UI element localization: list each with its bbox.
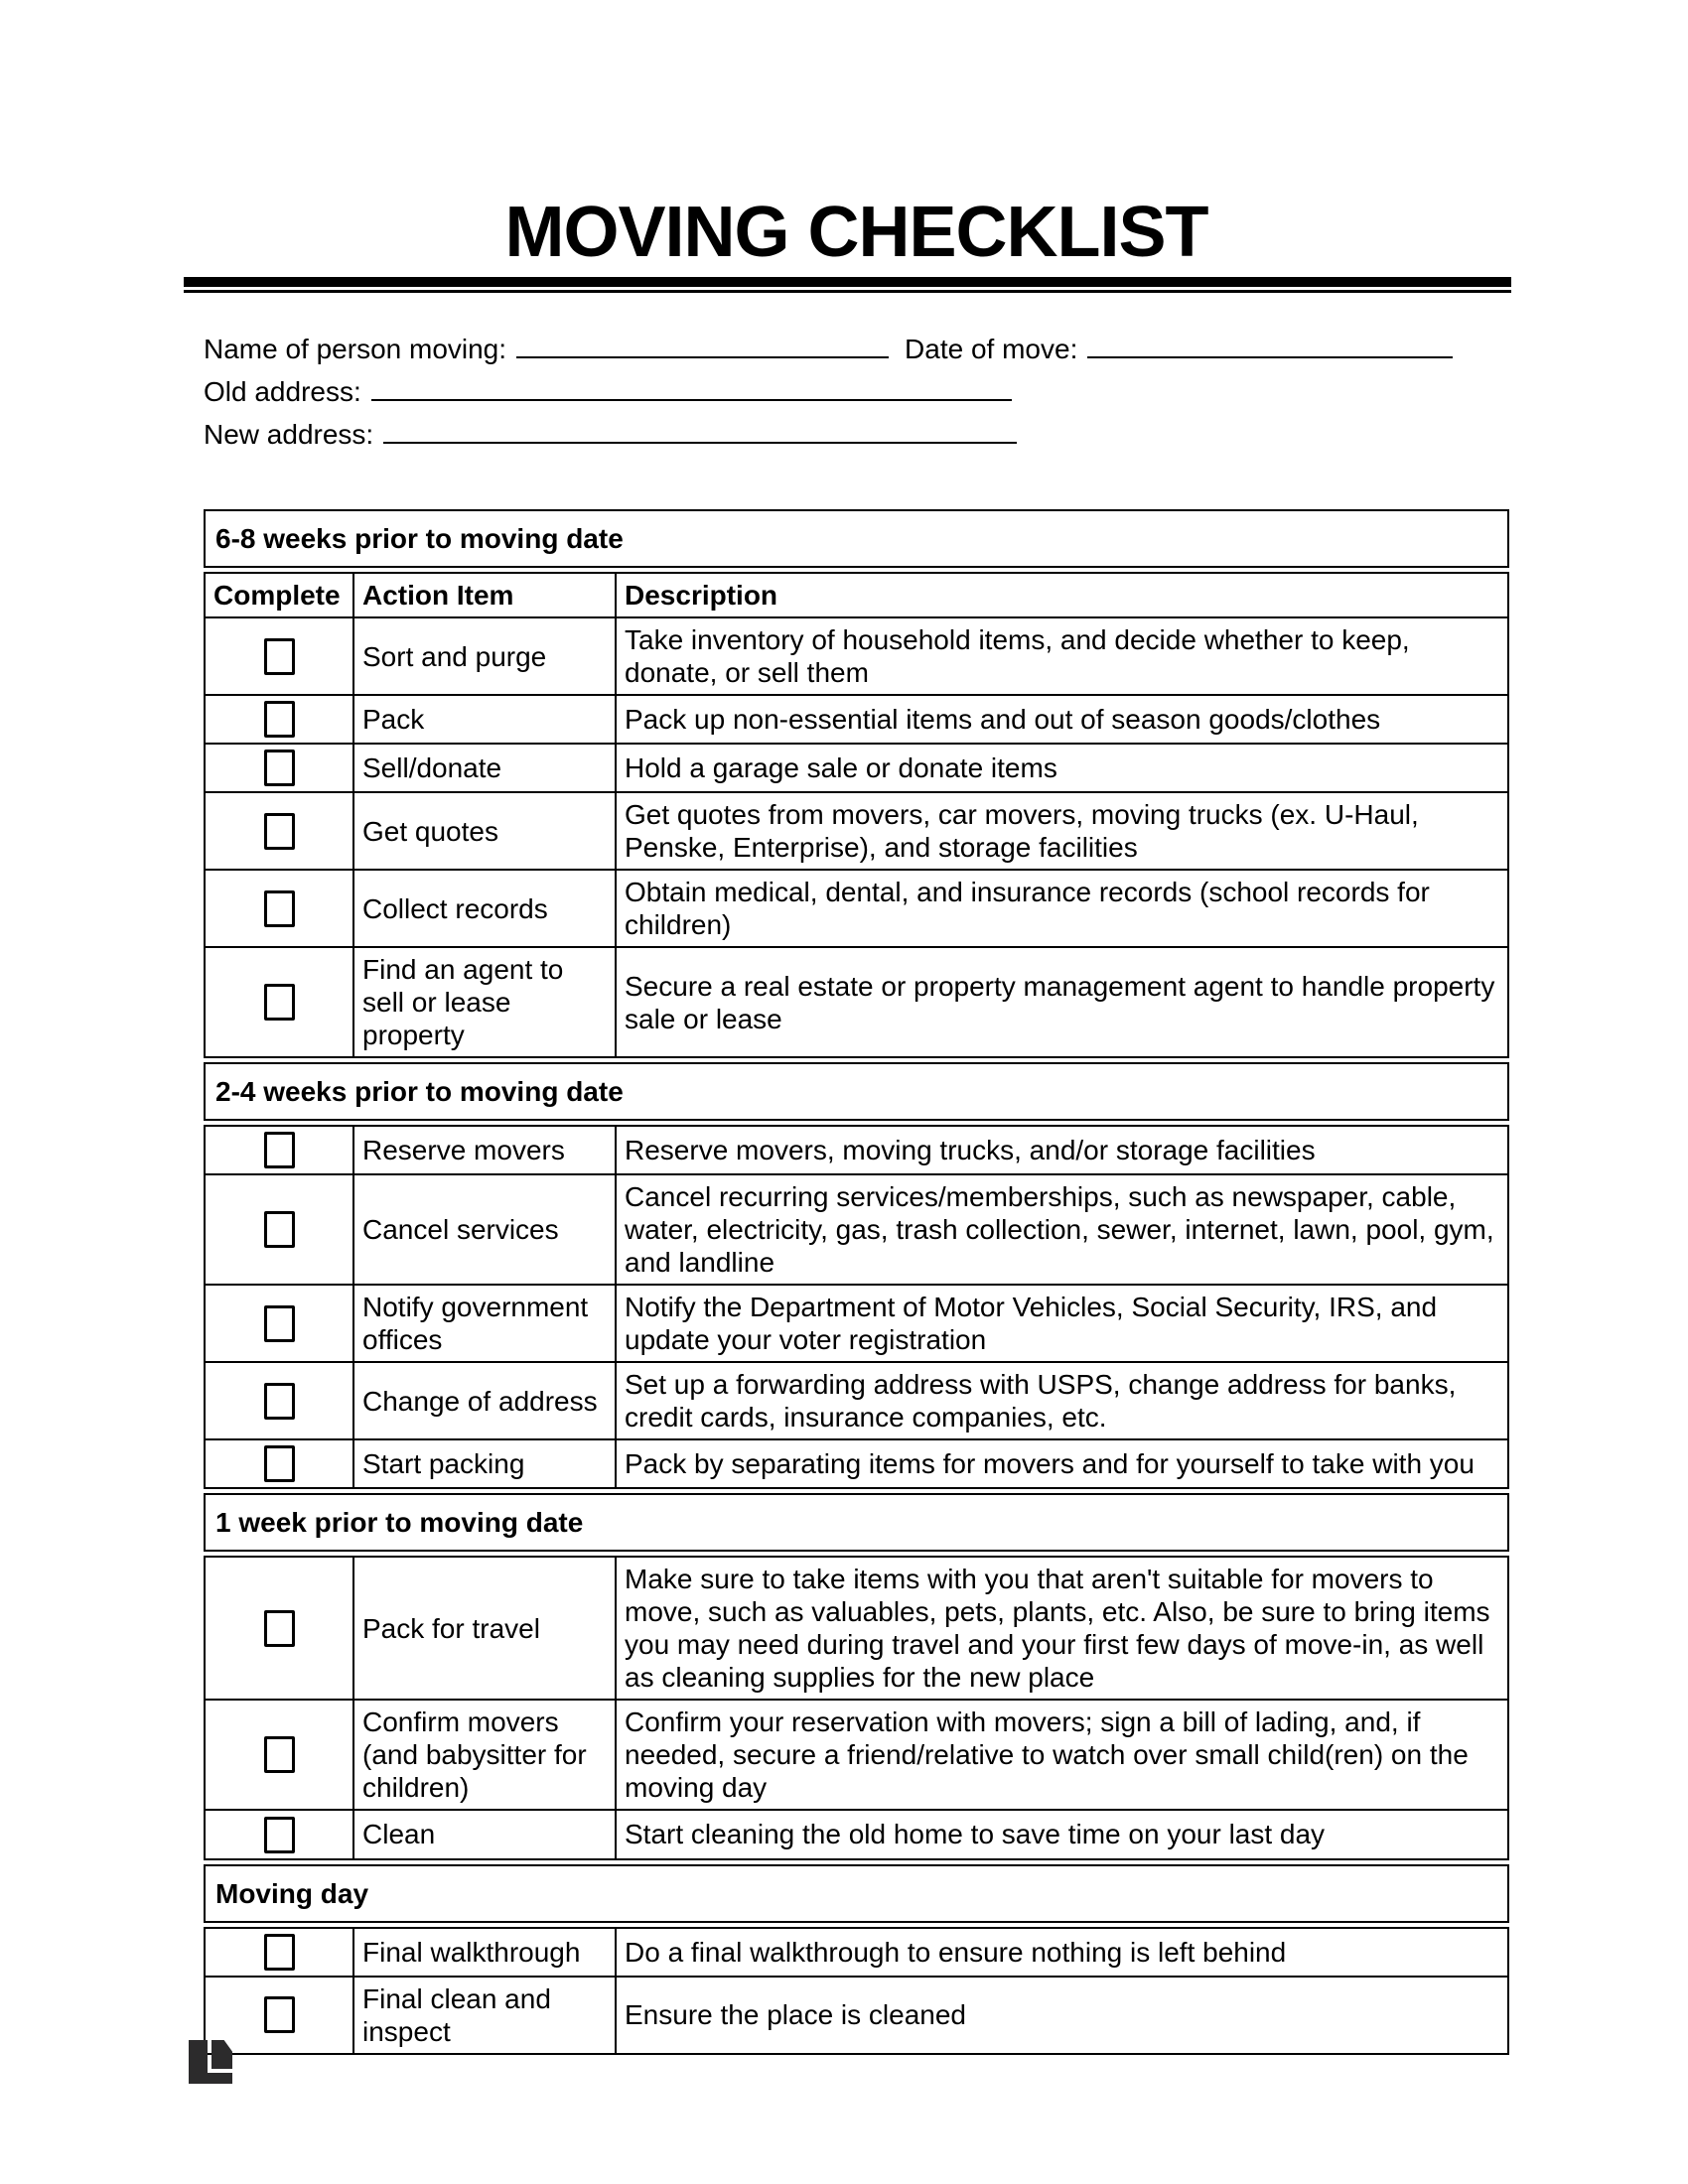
complete-cell [205,744,353,792]
action-item-cell: Get quotes [353,792,616,870]
complete-cell [205,617,353,695]
complete-cell [205,1700,353,1810]
complete-checkbox[interactable] [264,1383,295,1420]
date-of-move-field[interactable] [1087,331,1453,358]
description-cell: Cancel recurring services/memberships, such as newspaper, cable, water, electricity, gas, trash collection, sewer, internet, lawn, pool, gym, and landline [616,1174,1508,1285]
description-cell: Start cleaning the old home to save time on your last day [616,1810,1508,1858]
logo-bottom-bar [189,2073,232,2084]
complete-checkbox[interactable] [264,1211,295,1248]
old-address-line [204,373,1509,409]
complete-cell [205,792,353,870]
name-of-person-moving-field[interactable] [516,331,889,358]
date-of-move-label: Date of move: [905,334,1078,364]
complete-cell [205,1362,353,1439]
complete-checkbox[interactable] [264,1610,295,1647]
old-address-field[interactable] [371,373,1012,401]
action-item-cell: Final walkthrough [353,1928,616,1977]
complete-checkbox[interactable] [264,1132,295,1168]
description-cell: Pack up non-essential items and out of season goods/clothes [616,695,1508,744]
description-cell: Ensure the place is cleaned [616,1977,1508,2054]
action-item-cell: Sell/donate [353,744,616,792]
checklist-row [205,695,1508,744]
description-cell: Make sure to take items with you that aren't suitable for movers to move, such as valuables, pets, plants, etc. Also, be sure to bring items you may need during travel and your first few days of move-in, as well as cleaning supplies for the new place [616,1557,1508,1700]
checklist-table [204,1556,1509,1859]
action-item-cell: Reserve movers [353,1126,616,1174]
complete-checkbox[interactable] [264,984,295,1021]
new-address-line [204,416,1509,452]
action-item-cell: Pack [353,695,616,744]
description-cell: Do a final walkthrough to ensure nothing is left behind [616,1928,1508,1977]
new-address-label: New address: [204,419,374,450]
checklist-row [205,792,1508,870]
description-cell: Obtain medical, dental, and insurance records (school records for children) [616,870,1508,947]
column-header-row [205,573,1508,617]
section-header: 6-8 weeks prior to moving date [204,509,1509,568]
action-item-cell: Clean [353,1810,616,1858]
complete-cell [205,1928,353,1977]
description-cell: Hold a garage sale or donate items [616,744,1508,792]
checklist-row [205,1700,1508,1810]
checklist-table [204,1125,1509,1489]
action-item-cell: Final clean and inspect [353,1977,616,2054]
complete-cell [205,1557,353,1700]
description-cell: Reserve movers, moving trucks, and/or storage facilities [616,1126,1508,1174]
complete-cell [205,1810,353,1858]
complete-checkbox[interactable] [264,1305,295,1342]
title-rule-thin [184,290,1511,293]
checklist-table [204,572,1509,1058]
description-cell: Notify the Department of Motor Vehicles, Social Security, IRS, and update your voter registration [616,1285,1508,1362]
checklist-row [205,1362,1508,1439]
complete-checkbox[interactable] [264,638,295,675]
description-cell: Pack by separating items for movers and for yourself to take with you [616,1439,1508,1488]
logo-page-shape [211,2040,232,2069]
action-item-cell: Start packing [353,1439,616,1488]
complete-cell [205,947,353,1057]
complete-checkbox[interactable] [264,1934,295,1971]
action-item-cell: Collect records [353,870,616,947]
complete-checkbox[interactable] [264,1817,295,1853]
complete-cell [205,1126,353,1174]
action-item-cell: Change of address [353,1362,616,1439]
description-cell: Secure a real estate or property management agent to handle property sale or lease [616,947,1508,1057]
complete-checkbox[interactable] [264,1996,295,2033]
checklist-row [205,1928,1508,1977]
complete-cell [205,1439,353,1488]
complete-cell [205,695,353,744]
complete-checkbox[interactable] [264,701,295,738]
old-address-label: Old address: [204,376,361,407]
checklist-row [205,1810,1508,1858]
action-item-cell: Find an agent to sell or lease property [353,947,616,1057]
checklist-row [205,617,1508,695]
column-header-description: Description [616,573,1508,617]
description-cell: Confirm your reservation with movers; sign a bill of lading, and, if needed, secure a friend/relative to watch over small child(ren) on the moving day [616,1700,1508,1810]
title-rule-thick [184,277,1511,287]
complete-cell [205,1285,353,1362]
action-item-cell: Cancel services [353,1174,616,1285]
column-header-action-item: Action Item [353,573,616,617]
name-of-person-moving-label: Name of person moving: [204,334,507,364]
checklist-row [205,1557,1508,1700]
section-header: 1 week prior to moving date [204,1493,1509,1552]
complete-checkbox[interactable] [264,890,295,927]
section-header: 2-4 weeks prior to moving date [204,1062,1509,1121]
action-item-cell: Sort and purge [353,617,616,695]
checklist-row [205,870,1508,947]
complete-checkbox[interactable] [264,813,295,850]
complete-checkbox[interactable] [264,1445,295,1482]
description-cell: Set up a forwarding address with USPS, change address for banks, credit cards, insurance companies, etc. [616,1362,1508,1439]
checklist-row [205,1126,1508,1174]
moving-checklist [204,509,1509,2055]
action-item-cell: Notify government offices [353,1285,616,1362]
checklist-row [205,1285,1508,1362]
name-and-date-line [204,331,1509,366]
checklist-row [205,1439,1508,1488]
checklist-row [205,744,1508,792]
column-header-complete: Complete [205,573,353,617]
checklist-row [205,947,1508,1057]
content-area [204,0,1509,2055]
complete-cell [205,870,353,947]
action-item-cell: Pack for travel [353,1557,616,1700]
action-item-cell: Confirm movers (and babysitter for children) [353,1700,616,1810]
page-title: MOVING CHECKLIST [504,193,1208,272]
checklist-row [205,1977,1508,2054]
description-cell: Get quotes from movers, car movers, moving trucks (ex. U-Haul, Penske, Enterprise), and storage facilities [616,792,1508,870]
new-address-field[interactable] [383,416,1017,444]
checklist-row [205,1174,1508,1285]
legal-templates-logo-icon [189,2040,232,2084]
description-cell: Take inventory of household items, and decide whether to keep, donate, or sell them [616,617,1508,695]
complete-checkbox[interactable] [264,1736,295,1773]
checklist-table [204,1927,1509,2055]
section-header: Moving day [204,1864,1509,1923]
mover-info-form [204,331,1509,452]
complete-cell [205,1174,353,1285]
complete-checkbox[interactable] [264,750,295,786]
